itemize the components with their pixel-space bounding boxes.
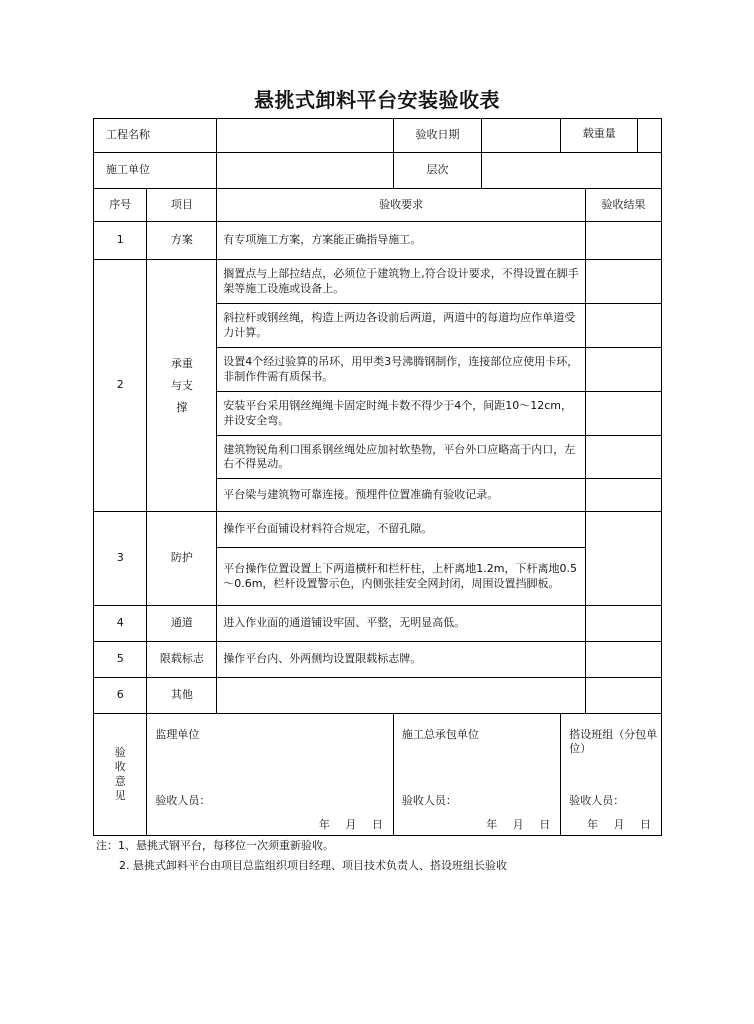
floor-field[interactable] [482,153,662,189]
row-no: 1 [94,222,147,260]
table-row [94,678,662,714]
col-result-header: 验收结果 [585,189,661,222]
result-field[interactable] [585,479,661,512]
row-item: 限载标志 [147,642,217,678]
row-no: 5 [94,642,147,678]
row-no: 6 [94,678,147,714]
row-no: 4 [94,606,147,642]
contractor-signoff[interactable] [393,714,560,836]
row-no: 3 [94,512,147,606]
result-field[interactable] [585,512,661,606]
requirement-text: 安装平台采用钢丝绳绳卡固定时绳卡数不得少于4个，间距10～12cm，并设安全弯。 [217,392,586,436]
signoff-unit: 监理单位 [155,728,200,741]
form-title: 悬挑式卸料平台安装验收表 [254,88,500,112]
signoff-date: 年 月 日 [486,818,551,831]
table-row [94,260,662,304]
requirement-text: 操作平台面铺设材料符合规定，不留孔隙。 [217,512,586,548]
header-row-2 [94,153,662,189]
inspection-date-label: 验收日期 [393,119,481,153]
table-row [94,512,662,548]
result-field[interactable] [585,348,661,392]
column-header-row [94,189,662,222]
row-item: 其他 [147,678,217,714]
signoff-person: 验收人员： [155,794,211,807]
opinion-char: 见 [114,788,126,802]
signoff-person: 验收人员： [401,794,457,807]
footnotes [96,836,507,876]
result-field[interactable] [585,678,661,714]
subcontractor-signoff[interactable] [561,714,662,836]
signoff-unit: 施工总承包单位 [401,728,479,741]
signoff-date: 年 月 日 [318,818,383,831]
requirement-text: 操作平台内、外两侧均设置限载标志牌。 [217,642,586,678]
result-field[interactable] [585,304,661,348]
note-1: 注：1、悬挑式钢平台，每移位一次须重新验收。 [96,839,334,852]
signoff-person: 验收人员： [569,794,625,807]
load-capacity-field[interactable] [638,119,661,152]
requirement-text: 进入作业面的通道铺设牢固、平整，无明显高低。 [217,606,586,642]
requirement-text: 搁置点与上部拉结点，必须位于建筑物上,符合设计要求，不得设置在脚手架等施工设施或设备上。 [217,260,586,304]
opinion-char: 意 [114,774,126,788]
inspection-table [93,118,662,836]
load-capacity-label: 载重量 [561,119,638,152]
result-field[interactable] [585,260,661,304]
result-field[interactable] [585,392,661,436]
row-item: 承重与支撑 [147,260,217,512]
requirement-text: 平台操作位置设置上下两道横杆和栏杆柱，上杆离地1.2m，下杆离地0.5～0.6m，栏杆设置警示色，内侧张挂安全网封闭，周围设置挡脚板。 [217,548,586,606]
construction-unit-label: 施工单位 [94,153,217,189]
table-row [94,642,662,678]
result-field[interactable] [585,436,661,479]
result-field[interactable] [585,606,661,642]
row-no: 2 [94,260,147,512]
project-name-field[interactable] [217,119,394,153]
row-item: 通道 [147,606,217,642]
construction-unit-field[interactable] [217,153,394,189]
table-row [94,606,662,642]
header-row-1 [94,119,662,153]
opinion-row [94,714,662,836]
requirement-text: 有专项施工方案，方案能正确指导施工。 [217,222,586,260]
row-item: 防护 [147,512,217,606]
opinion-char: 验 [114,745,126,759]
requirement-text: 平台梁与建筑物可靠连接。预埋件位置准确有验收记录。 [217,479,586,512]
row-item: 方案 [147,222,217,260]
opinion-char: 收 [114,760,126,774]
requirement-text: 斜拉杆或钢丝绳，构造上两边各设前后两道，两道中的每道均应作单道受力计算。 [217,304,586,348]
supervision-signoff[interactable] [147,714,393,836]
col-no-header: 序号 [94,189,147,222]
requirement-text: 建筑物锐角利口围系钢丝绳处应加衬软垫物，平台外口应略高于内口，左右不得晃动。 [217,436,586,479]
result-field[interactable] [585,642,661,678]
result-field[interactable] [585,222,661,260]
opinion-label [94,714,147,836]
requirement-text[interactable] [217,678,586,714]
project-name-label: 工程名称 [94,119,217,153]
table-row [94,222,662,260]
requirement-text: 设置4个经过验算的吊环，用甲类3号沸腾钢制作，连接部位应使用卡环，非制作件需有质保书。 [217,348,586,392]
signoff-unit: 搭设班组（分包单位） [569,728,658,756]
col-item-header: 项目 [147,189,217,222]
signoff-date: 年 月 日 [587,818,651,831]
col-requirement-header: 验收要求 [217,189,586,222]
note-2: 2. 悬挑式卸料平台由项目总监组织项目经理、项目技术负责人、搭设班组长验收 [119,859,507,872]
floor-label: 层次 [393,153,481,189]
inspection-date-field[interactable] [482,119,561,153]
